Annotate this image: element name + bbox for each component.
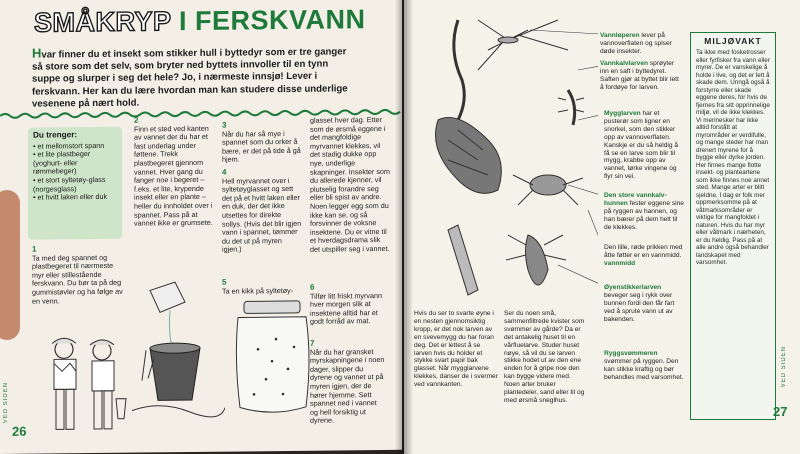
- equipment-item: • et lite plastbeger (yoghurt- eller rømmebeger): [33, 150, 117, 177]
- step-text: glasset hver dag. Etter som de ørsmå eggene i det mangfoldige myrvannet klekkes, vil det stadig dukke opp nye, underlige skapninger. Insekter som du allerede kjenner, vil plutselig forandre seg eller bli spist av andre. Noen legger egg som du ikke kan se, og så forsvinner de voksne insektene. Du er vitne til et hverdagsdrama slik det utspiller seg i vannet.: [310, 115, 390, 254]
- text-svevemygg: Hvis du ser to svarte øyne i en nesten gjennomsiktig kropp, er det nok larven av en svevemygg du har foran deg. Det er lettest å se larven hvis du holder et stykke svart papir bak glasset. Når mygglarvene klekkes, danser de i svermer ved vannkanten.: [414, 310, 498, 389]
- label-text: fester eggene sine på ryggen av hannen, og han bærer på dem helt til de klekkes.: [604, 199, 684, 231]
- book-gutter: [395, 0, 413, 454]
- insects-illustration: [418, 10, 598, 310]
- step-text: Hell myrvannet over i syltetøyglasset og sett det på et hvitt laken eller en duk, der det ikke utsettes for direkte sollys. (Hvis det blir igjen vann i spannet, tømmer du det ut på myren igjen.): [222, 175, 302, 254]
- running-head: VED SIDEN: [781, 346, 787, 388]
- step-number: 6: [310, 282, 315, 292]
- step-text: Tilfør litt friskt myrvann hver morgen slik at insektene alltid har et godt forråd av mat.: [310, 290, 383, 327]
- sidebar-title: MILJØVAKT: [704, 36, 762, 46]
- label-text: sprøyter inn en saft i byttedyret. Saften gjør at byttet blir lett å fordøye for larven.: [600, 60, 679, 91]
- equipment-item: • et hvitt laken eller duk: [33, 193, 117, 202]
- equipment-item: • et stort syltetøy-glass (norgesglass): [33, 176, 117, 194]
- equipment-heading: Du trenger:: [33, 130, 78, 140]
- step-6: [310, 283, 386, 327]
- step-number: 7: [310, 338, 315, 348]
- label-text: har et pusterør som ligner en snorkel, som den stikker opp av vannoverflaten. Kanskje er du så heldig å få se en larve som blir til mygg, krabbe opp av vannet, tørke vingene og flyr sin vei.: [604, 110, 679, 181]
- environment-sidebar: [690, 32, 776, 420]
- jar-illustration: [228, 299, 318, 420]
- step-number: 4: [222, 167, 227, 177]
- page-number: 26: [12, 423, 27, 439]
- label-vannloperen: [600, 32, 684, 56]
- step-number: 3: [222, 120, 227, 130]
- sidebar-text: Ta ikke med fosketrosser eller fyrfisker fra vann eller myrer. De er vanskelige å holde i live, og det er lett å skade dem. Unngå også å forstyrre eller skade eggene deres, for hvis de fjernes fra sitt opprinnelige miljø, vil de ikke klekkes. Vi mennesker har ikke alltid forstått at myrområder er verdifulle, og mange steder har man drenert myrene for å bygge eller dyrke jorden. Her finnes mange flotte insekt- og planteartene som ikke finnes noe annet sted. Mange arter er blitt sjeldne. I dag er folk mer oppmerksomme på at våtmarksområder er viktige for mangfoldet i naturen. Hvis du har myr eller våtmark i nærheten, er du heldig. Pass på at alle andre også behandler landskapet med varsomhet.: [696, 49, 770, 266]
- step-text: Finn et sted ved kanten av vannet der du har et fast underlag under føttene. Trekk plastbegeret gjennom vannet. Hver gang du fanger noe i begeret – f.eks. et lite, krypende insekt eller en plante – heller du innholdet over i spannet. Pass på at vannet ikke er grumsete.: [134, 123, 213, 228]
- label-vannkalv-hunnen: [604, 192, 686, 232]
- label-vannmidd: [604, 244, 686, 268]
- intro-drop-cap: H: [32, 45, 42, 61]
- step-text: Ta en kikk på syltetøy-: [222, 285, 294, 296]
- step-number: 1: [32, 244, 37, 254]
- label-text: svømmer på ryggen. Den kan stikke kraftig og bør behandles med varsomhet.: [604, 357, 684, 381]
- label-name: vannmidd: [604, 259, 636, 267]
- step-number: 2: [134, 115, 139, 125]
- label-name: Vannkalvlarven: [600, 60, 649, 67]
- intro-paragraph: [32, 44, 352, 110]
- label-ryggsvommeren: [604, 350, 686, 382]
- intro-text: var finner du et insekt som stikker hull i byttedyr som er tre ganger så store som det selv, som bryter ned byttets innvoller til en tynn suppe og slurper i seg det hele? Jo, i nærmeste innsjø! Lever i ferskvann. Her kan du lære hvordan man kan studere disse underlige vesenene på nært hold.: [32, 46, 348, 110]
- step-1: [32, 245, 124, 306]
- step-5: [222, 278, 302, 296]
- label-mygglarven: [604, 110, 684, 181]
- equipment-list: [33, 141, 117, 202]
- children-illustration: [34, 329, 134, 440]
- step-text: Når du har gransket myrskapningene i noen dager, slipper du dyrene og vannet ut på myren igjen, der de hører hjemme. Sett spannet ned i vannet og hell forsiktig ut dyrene.: [310, 346, 385, 426]
- label-vannkalvlarven: [600, 60, 684, 92]
- label-oyenstikkerlarven: [604, 284, 686, 324]
- bucket-pouring-illustration: [130, 280, 225, 431]
- step-5-continued: [310, 116, 390, 254]
- text-varfluelarve: Ser du noen små, sammenfiltrede kvister som svømmer av gårde? Da er det antakelig huset til en vårfluelarve. Studer huset nøye, så vil du se larven stikke hodet ut av den ene enden for å gripe noe den kan bygge videre med. Noen arter bruker plantedeler, sand eller til og med ørsmå sneglhus.: [504, 310, 585, 404]
- label-text: lever på vannoverflaten og spiser døde insekter.: [600, 32, 672, 55]
- label-text: Den lille, røde prikken med åtte føtter er en vannmidd.: [604, 244, 683, 259]
- step-text: Ta med deg spannet og plastbegeret til nærmeste myr eller stillestående ferskvann. Du bør ta på deg gummistøvler og ha følge av en venn.: [32, 252, 123, 306]
- label-name: Vannløperen: [600, 32, 640, 39]
- label-name: Øyenstikkerlarven: [604, 284, 662, 291]
- label-text: beveger seg i rykk over bunnen fordi den får fart ved å sprute vann ut av bakenden.: [604, 291, 675, 323]
- label-name: Den store vannkalv-hunnen: [604, 192, 667, 207]
- page-title: [34, 4, 366, 38]
- step-2: [134, 116, 218, 229]
- step-3: [222, 121, 302, 255]
- equipment-box: [28, 127, 122, 240]
- label-name: Mygglarven: [604, 110, 641, 117]
- equipment-item: • et mellomstort spann: [33, 141, 117, 150]
- title-part-2: I FERSKVANN: [179, 4, 366, 37]
- step-number: 5: [222, 277, 227, 287]
- running-head: VED SIDEN: [3, 381, 9, 424]
- step-text: Når du har så mye i spannet som du orker å bære, er det på tide å gå hjem.: [222, 128, 301, 165]
- step-7: [310, 339, 386, 426]
- hand-thumb: [0, 190, 20, 340]
- title-part-1: SMÅKRYP: [34, 6, 172, 38]
- page-number: 27: [773, 404, 788, 419]
- label-name: Ryggsvømmeren: [604, 350, 658, 357]
